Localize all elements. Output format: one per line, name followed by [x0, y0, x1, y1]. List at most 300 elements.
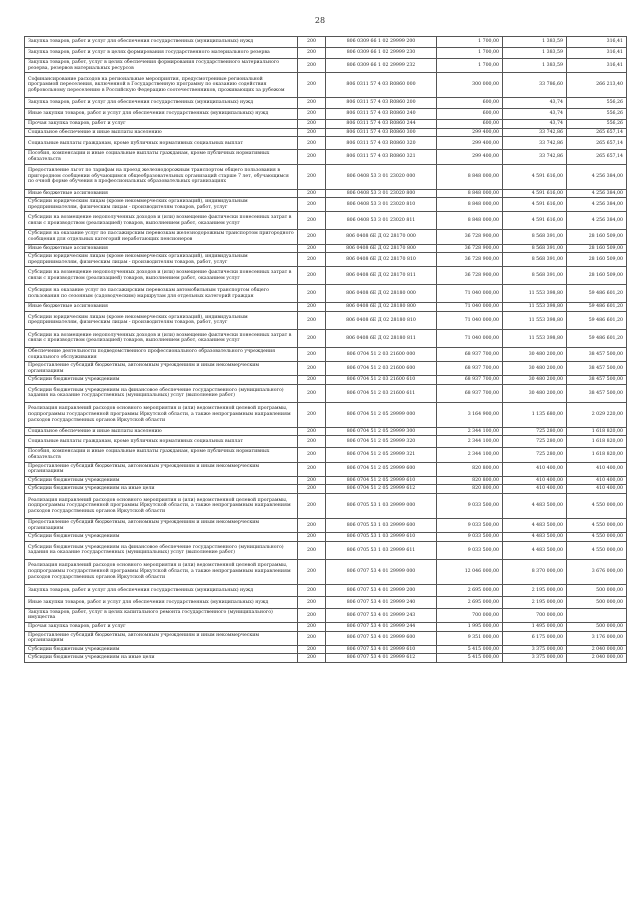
row-name-cell: Обеспечение деятельности подведомственного профессионального образовательного учреждения социального обслуживания: [25, 347, 298, 361]
row-executed-amount-cell: 8 568 391,00: [503, 230, 567, 244]
table-row: [25, 608, 627, 622]
row-name-cell: Субсидии бюджетным учреждениям на иные цели: [25, 485, 298, 494]
row-unexecuted-amount-cell: 1 618 820,00: [567, 427, 627, 436]
row-classification-code-cell: 806 0408 6Е Д 02 28170 810: [326, 253, 437, 267]
row-planned-amount-cell: 36 728 900,00: [437, 267, 503, 285]
row-grbs-cell: 200: [298, 267, 326, 285]
row-planned-amount-cell: 2 344 100,00: [437, 427, 503, 436]
row-classification-code-cell: 806 0408 6Е Д 02 28170 800: [326, 244, 437, 253]
row-grbs-cell: 200: [298, 137, 326, 150]
row-executed-amount-cell: 410 400,00: [503, 462, 567, 476]
table-row: [25, 137, 627, 150]
row-planned-amount-cell: 36 728 900,00: [437, 244, 503, 253]
row-unexecuted-amount-cell: 556,26: [567, 98, 627, 109]
row-unexecuted-amount-cell: 410 400,00: [567, 462, 627, 476]
table-row: [25, 98, 627, 109]
row-name-cell: Субсидии бюджетным учреждениям на финансовое обеспечение государственного (муниципального) задания на оказание государственных (муниципальных) услуг (выполнение работ): [25, 384, 298, 402]
row-name-cell: Социальное обеспечение и иные выплаты населению: [25, 128, 298, 137]
row-executed-amount-cell: 4 591 616,00: [503, 212, 567, 230]
row-unexecuted-amount-cell: 4 550 000,00: [567, 541, 627, 559]
row-executed-amount-cell: 43,74: [503, 109, 567, 120]
row-planned-amount-cell: 9 351 000,00: [437, 631, 503, 645]
budget-execution-table: [24, 36, 627, 663]
table-row: [25, 347, 627, 361]
row-unexecuted-amount-cell: 500 000,00: [567, 584, 627, 596]
row-unexecuted-amount-cell: [567, 608, 627, 622]
row-classification-code-cell: 806 0408 6Е Д 02 28170 000: [326, 230, 437, 244]
row-name-cell: Софинансирование расходов на региональные мероприятия, предусмотренные региональной программой переселения, включенной в Государственную программу по оказанию содействия добровольному переселению в Российскую Федерацию соотечественников, проживающих за рубежом: [25, 73, 298, 98]
row-executed-amount-cell: 700 000,00: [503, 608, 567, 622]
row-planned-amount-cell: 36 728 900,00: [437, 230, 503, 244]
row-unexecuted-amount-cell: 59 486 601,20: [567, 329, 627, 347]
row-name-cell: Реализация направлений расходов основного мероприятия и (или) ведомственной целевой программы, подпрограммы государственной программы Иркутской области, а также непрограммным направлениям расходов государственных органов Иркутской области: [25, 494, 298, 519]
table-row: [25, 73, 627, 98]
row-unexecuted-amount-cell: 38 457 500,00: [567, 347, 627, 361]
table-row: [25, 362, 627, 376]
row-classification-code-cell: 806 0705 53 1 03 29999 610: [326, 533, 437, 542]
table-row: [25, 37, 627, 48]
table-row: [25, 164, 627, 189]
row-unexecuted-amount-cell: 265 657,14: [567, 128, 627, 137]
row-grbs-cell: 200: [298, 436, 326, 448]
table-row: [25, 267, 627, 285]
row-grbs-cell: 200: [298, 448, 326, 462]
row-grbs-cell: 200: [298, 48, 326, 59]
row-grbs-cell: 200: [298, 253, 326, 267]
row-planned-amount-cell: 2 344 100,00: [437, 448, 503, 462]
row-classification-code-cell: 806 0704 51 2 03 21600 611: [326, 384, 437, 402]
row-name-cell: Субсидии на возмещение недополученных доходов и (или) возмещение фактически понесенных затрат в связи с производством (реализацией) товаров, выполнением работ, оказанием услуг: [25, 329, 298, 347]
row-classification-code-cell: 806 0311 57 4 03 R0860 200: [326, 98, 437, 109]
row-planned-amount-cell: 3 164 900,00: [437, 402, 503, 427]
row-name-cell: Субсидии бюджетным учреждениям на финансовое обеспечение государственного (муниципального) задания на оказание государственных (муниципальных) услуг (выполнение работ): [25, 541, 298, 559]
row-name-cell: Закупка товаров, работ, услуг в целях обеспечения формирования государственного материального резерва, резервов материальных ресурсов: [25, 59, 298, 73]
table-row: [25, 427, 627, 436]
row-executed-amount-cell: 1 383,59: [503, 37, 567, 48]
row-executed-amount-cell: 410 400,00: [503, 485, 567, 494]
row-classification-code-cell: 806 0408 53 3 01 23020 000: [326, 164, 437, 189]
table-row: [25, 654, 627, 663]
row-planned-amount-cell: 12 046 000,00: [437, 559, 503, 584]
row-grbs-cell: 200: [298, 150, 326, 164]
row-classification-code-cell: 806 0408 6Е Д 02 28180 800: [326, 303, 437, 312]
table-row: [25, 476, 627, 485]
row-planned-amount-cell: 600,00: [437, 98, 503, 109]
row-classification-code-cell: 806 0704 51 2 03 21600 000: [326, 347, 437, 361]
row-classification-code-cell: 806 0704 51 2 05 29999 000: [326, 402, 437, 427]
row-name-cell: Субсидии бюджетным учреждениям на иные цели: [25, 654, 298, 663]
row-classification-code-cell: 806 0311 57 4 03 R0860 320: [326, 137, 437, 150]
row-grbs-cell: 200: [298, 189, 326, 198]
row-executed-amount-cell: 11 553 398,80: [503, 285, 567, 303]
row-unexecuted-amount-cell: 4 256 384,00: [567, 198, 627, 212]
row-grbs-cell: 200: [298, 303, 326, 312]
row-unexecuted-amount-cell: 265 657,14: [567, 137, 627, 150]
row-name-cell: Социальное обеспечение и иные выплаты населению: [25, 427, 298, 436]
table-row: [25, 448, 627, 462]
row-executed-amount-cell: 3 375 000,00: [503, 645, 567, 654]
row-planned-amount-cell: 68 937 700,00: [437, 376, 503, 385]
table-row: [25, 311, 627, 329]
row-executed-amount-cell: 4 483 500,00: [503, 533, 567, 542]
row-classification-code-cell: 806 0704 51 2 05 29999 600: [326, 462, 437, 476]
row-unexecuted-amount-cell: 556,26: [567, 109, 627, 120]
table-row: [25, 402, 627, 427]
row-executed-amount-cell: 30 480 200,00: [503, 362, 567, 376]
table-row: [25, 150, 627, 164]
row-unexecuted-amount-cell: 1 618 820,00: [567, 436, 627, 448]
row-name-cell: Реализация направлений расходов основного мероприятия и (или) ведомственной целевой программы, подпрограммы государственной программы Иркутской области, а также непрограммным направлениям расходов государственных органов Иркутской области: [25, 559, 298, 584]
table-row: [25, 596, 627, 608]
row-name-cell: Предоставление субсидий бюджетным, автономным учреждениям и иным некоммерческим организациям: [25, 462, 298, 476]
row-planned-amount-cell: 8 848 000,00: [437, 198, 503, 212]
table-row: [25, 48, 627, 59]
table-row: [25, 329, 627, 347]
row-grbs-cell: 200: [298, 533, 326, 542]
row-executed-amount-cell: 30 480 200,00: [503, 384, 567, 402]
row-planned-amount-cell: 9 033 500,00: [437, 494, 503, 519]
row-executed-amount-cell: 8 568 391,00: [503, 253, 567, 267]
row-name-cell: Предоставление льгот по тарифам на проезд железнодорожным транспортом общего пользования в пригородном сообщении обучающимся общеобразовательных организаций старше 7 лет, обучающимся по очной форме обучения в профессиональных образовательных организациях: [25, 164, 298, 189]
row-executed-amount-cell: 4 591 616,00: [503, 198, 567, 212]
row-unexecuted-amount-cell: 3 676 000,00: [567, 559, 627, 584]
row-classification-code-cell: 806 0408 6Е Д 02 28170 811: [326, 267, 437, 285]
row-unexecuted-amount-cell: 316,41: [567, 48, 627, 59]
row-executed-amount-cell: 11 553 398,80: [503, 311, 567, 329]
row-classification-code-cell: 806 0704 51 2 05 29999 320: [326, 436, 437, 448]
row-grbs-cell: 200: [298, 608, 326, 622]
row-planned-amount-cell: 1 700,00: [437, 37, 503, 48]
row-planned-amount-cell: 5 415 000,00: [437, 654, 503, 663]
row-grbs-cell: 200: [298, 485, 326, 494]
row-grbs-cell: 200: [298, 164, 326, 189]
row-classification-code-cell: 806 0704 51 2 05 29999 610: [326, 476, 437, 485]
table-row: [25, 244, 627, 253]
row-unexecuted-amount-cell: 38 457 500,00: [567, 376, 627, 385]
row-grbs-cell: 200: [298, 329, 326, 347]
row-executed-amount-cell: 3 375 000,00: [503, 654, 567, 663]
row-grbs-cell: 200: [298, 37, 326, 48]
row-name-cell: Закупка товаров, работ, услуг в целях капитального ремонта государственного (муниципального) имущества: [25, 608, 298, 622]
row-planned-amount-cell: 9 033 500,00: [437, 541, 503, 559]
row-name-cell: Субсидии на возмещение недополученных доходов и (или) возмещение фактически понесенных затрат в связи с производством (реализацией) товаров, выполнением работ, оказанием услуг: [25, 212, 298, 230]
row-classification-code-cell: 806 0311 57 4 03 R0860 300: [326, 128, 437, 137]
table-row: [25, 485, 627, 494]
row-grbs-cell: 200: [298, 623, 326, 632]
table-row: [25, 376, 627, 385]
row-name-cell: Социальные выплаты гражданам, кроме публичных нормативных социальных выплат: [25, 137, 298, 150]
row-grbs-cell: 200: [298, 631, 326, 645]
row-grbs-cell: 200: [298, 476, 326, 485]
row-unexecuted-amount-cell: 316,41: [567, 59, 627, 73]
row-name-cell: Пособия, компенсации и иные социальные выплаты гражданам, кроме публичных нормативных обязательств: [25, 150, 298, 164]
table-row: [25, 128, 627, 137]
row-planned-amount-cell: 820 800,00: [437, 462, 503, 476]
row-classification-code-cell: 806 0704 51 2 03 21600 610: [326, 376, 437, 385]
row-unexecuted-amount-cell: 4 550 000,00: [567, 494, 627, 519]
row-planned-amount-cell: 700 000,00: [437, 608, 503, 622]
row-unexecuted-amount-cell: 500 000,00: [567, 596, 627, 608]
row-classification-code-cell: 806 0704 51 2 05 29999 612: [326, 485, 437, 494]
row-name-cell: Прочая закупка товаров, работ и услуг: [25, 623, 298, 632]
row-classification-code-cell: 806 0309 66 1 02 29999 200: [326, 37, 437, 48]
row-executed-amount-cell: 1 495 000,00: [503, 623, 567, 632]
row-executed-amount-cell: 4 483 500,00: [503, 494, 567, 519]
row-grbs-cell: 200: [298, 427, 326, 436]
row-executed-amount-cell: 8 568 391,00: [503, 267, 567, 285]
row-planned-amount-cell: 68 937 700,00: [437, 384, 503, 402]
row-grbs-cell: 200: [298, 654, 326, 663]
row-unexecuted-amount-cell: 4 550 000,00: [567, 533, 627, 542]
row-planned-amount-cell: 299 400,00: [437, 128, 503, 137]
table-row: [25, 120, 627, 129]
row-name-cell: Иные бюджетные ассигнования: [25, 244, 298, 253]
row-grbs-cell: 200: [298, 198, 326, 212]
row-executed-amount-cell: 11 553 398,80: [503, 303, 567, 312]
row-planned-amount-cell: 1 700,00: [437, 59, 503, 73]
row-unexecuted-amount-cell: 316,41: [567, 37, 627, 48]
table-row: [25, 198, 627, 212]
row-name-cell: Иные закупки товаров, работ и услуг для обеспечения государственных (муниципальных) нужд: [25, 596, 298, 608]
row-planned-amount-cell: 820 800,00: [437, 485, 503, 494]
row-executed-amount-cell: 1 383,59: [503, 48, 567, 59]
table-row: [25, 212, 627, 230]
row-planned-amount-cell: 2 695 000,00: [437, 596, 503, 608]
table-row: [25, 541, 627, 559]
row-grbs-cell: 200: [298, 384, 326, 402]
row-grbs-cell: 200: [298, 128, 326, 137]
row-grbs-cell: 200: [298, 559, 326, 584]
page-number: 28: [314, 16, 326, 25]
row-name-cell: Закупка товаров, работ и услуг для обеспечения государственных (муниципальных) нужд: [25, 98, 298, 109]
row-classification-code-cell: 806 0707 53 4 01 29999 243: [326, 608, 437, 622]
row-grbs-cell: 200: [298, 73, 326, 98]
row-classification-code-cell: 806 0311 57 4 03 R0860 244: [326, 120, 437, 129]
row-grbs-cell: 200: [298, 347, 326, 361]
row-planned-amount-cell: 9 033 500,00: [437, 533, 503, 542]
row-classification-code-cell: 806 0707 53 4 01 29999 200: [326, 584, 437, 596]
row-name-cell: Субсидии юридическим лицам (кроме некоммерческих организаций), индивидуальным предпринимателям, физическим лицам - производителям товаров, работ, услуг: [25, 311, 298, 329]
table-body: [25, 37, 627, 663]
row-unexecuted-amount-cell: 4 256 384,00: [567, 189, 627, 198]
row-name-cell: Пособия, компенсации и иные социальные выплаты гражданам, кроме публичных нормативных обязательств: [25, 448, 298, 462]
row-name-cell: Закупка товаров, работ и услуг в целях формирования государственного материального резерва: [25, 48, 298, 59]
row-executed-amount-cell: 4 591 616,00: [503, 164, 567, 189]
row-classification-code-cell: 806 0704 51 2 05 29999 321: [326, 448, 437, 462]
row-grbs-cell: 200: [298, 584, 326, 596]
row-executed-amount-cell: 4 483 500,00: [503, 541, 567, 559]
row-classification-code-cell: 806 0408 6Е Д 02 28180 811: [326, 329, 437, 347]
row-name-cell: Иные бюджетные ассигнования: [25, 303, 298, 312]
row-name-cell: Закупка товаров, работ и услуг для обеспечения государственных (муниципальных) нужд: [25, 37, 298, 48]
row-name-cell: Предоставление субсидий бюджетным, автономным учреждениям и иным некоммерческим организациям: [25, 519, 298, 533]
row-name-cell: Субсидии бюджетным учреждениям: [25, 476, 298, 485]
row-executed-amount-cell: 410 400,00: [503, 476, 567, 485]
row-name-cell: Субсидии бюджетным учреждениям: [25, 645, 298, 654]
row-classification-code-cell: 806 0704 51 2 05 29999 300: [326, 427, 437, 436]
row-planned-amount-cell: 1 995 000,00: [437, 623, 503, 632]
row-planned-amount-cell: 820 800,00: [437, 476, 503, 485]
table-row: [25, 436, 627, 448]
row-planned-amount-cell: 71 040 000,00: [437, 285, 503, 303]
row-classification-code-cell: 806 0311 57 4 03 R0860 321: [326, 150, 437, 164]
row-name-cell: Субсидия на оказание услуг по пассажирским перевозкам автомобильным транспортом общего пользования по сезонным (садоводческим) маршрутам для отдельных категорий граждан: [25, 285, 298, 303]
row-planned-amount-cell: 8 848 000,00: [437, 164, 503, 189]
row-grbs-cell: 200: [298, 59, 326, 73]
row-planned-amount-cell: 300 000,00: [437, 73, 503, 98]
row-executed-amount-cell: 33 742,86: [503, 137, 567, 150]
row-name-cell: Предоставление субсидий бюджетным, автономным учреждениям и иным некоммерческим организациям: [25, 362, 298, 376]
row-classification-code-cell: 806 0707 53 4 01 29999 610: [326, 645, 437, 654]
row-classification-code-cell: 806 0705 53 1 03 29999 000: [326, 494, 437, 519]
table-row: [25, 631, 627, 645]
table-row: [25, 253, 627, 267]
table-row: [25, 645, 627, 654]
row-planned-amount-cell: 299 400,00: [437, 137, 503, 150]
row-grbs-cell: 200: [298, 494, 326, 519]
row-unexecuted-amount-cell: 59 486 601,20: [567, 285, 627, 303]
row-unexecuted-amount-cell: 1 618 820,00: [567, 448, 627, 462]
row-classification-code-cell: 806 0408 53 3 01 23020 810: [326, 198, 437, 212]
table-row: [25, 109, 627, 120]
row-name-cell: Субсидии юридическим лицам (кроме некоммерческих организаций), индивидуальным предпринимателям, физическим лицам - производителям товаров, работ, услуг: [25, 253, 298, 267]
row-executed-amount-cell: 8 568 391,00: [503, 244, 567, 253]
row-unexecuted-amount-cell: 4 256 384,00: [567, 212, 627, 230]
row-classification-code-cell: 806 0311 57 4 03 R0860 240: [326, 109, 437, 120]
row-executed-amount-cell: 11 553 398,80: [503, 329, 567, 347]
row-grbs-cell: 200: [298, 98, 326, 109]
row-unexecuted-amount-cell: 2 040 000,00: [567, 654, 627, 663]
row-classification-code-cell: 806 0707 53 4 01 29999 600: [326, 631, 437, 645]
row-name-cell: Субсидии бюджетным учреждениям: [25, 376, 298, 385]
row-planned-amount-cell: 2 344 100,00: [437, 436, 503, 448]
row-planned-amount-cell: 8 848 000,00: [437, 189, 503, 198]
row-executed-amount-cell: 725 280,00: [503, 427, 567, 436]
table-row: [25, 559, 627, 584]
row-executed-amount-cell: 4 483 500,00: [503, 519, 567, 533]
row-unexecuted-amount-cell: 4 550 000,00: [567, 519, 627, 533]
row-grbs-cell: 200: [298, 645, 326, 654]
row-executed-amount-cell: 33 742,86: [503, 128, 567, 137]
row-classification-code-cell: 806 0707 53 4 01 29999 244: [326, 623, 437, 632]
row-classification-code-cell: 806 0408 53 3 01 23020 800: [326, 189, 437, 198]
row-planned-amount-cell: 68 937 700,00: [437, 362, 503, 376]
row-unexecuted-amount-cell: 410 400,00: [567, 485, 627, 494]
table-row: [25, 584, 627, 596]
row-grbs-cell: 200: [298, 462, 326, 476]
row-executed-amount-cell: 725 280,00: [503, 448, 567, 462]
row-unexecuted-amount-cell: 2 040 000,00: [567, 645, 627, 654]
row-classification-code-cell: 806 0707 53 4 01 29999 612: [326, 654, 437, 663]
row-grbs-cell: 200: [298, 230, 326, 244]
table-row: [25, 494, 627, 519]
table-row: [25, 384, 627, 402]
row-planned-amount-cell: 600,00: [437, 109, 503, 120]
row-planned-amount-cell: 9 033 500,00: [437, 519, 503, 533]
row-unexecuted-amount-cell: 2 029 220,00: [567, 402, 627, 427]
row-grbs-cell: 200: [298, 244, 326, 253]
row-classification-code-cell: 806 0408 6Е Д 02 28180 810: [326, 311, 437, 329]
row-executed-amount-cell: 30 480 200,00: [503, 347, 567, 361]
row-executed-amount-cell: 4 591 616,00: [503, 189, 567, 198]
row-executed-amount-cell: 1 383,59: [503, 59, 567, 73]
row-grbs-cell: 200: [298, 311, 326, 329]
row-classification-code-cell: 806 0705 53 1 03 29999 611: [326, 541, 437, 559]
row-unexecuted-amount-cell: 38 457 500,00: [567, 362, 627, 376]
row-grbs-cell: 200: [298, 402, 326, 427]
row-planned-amount-cell: 2 695 000,00: [437, 584, 503, 596]
row-name-cell: Субсидия на оказание услуг по пассажирским перевозкам железнодорожным транспортом пригородного сообщения для отдельных категорий неработающих пенсионеров: [25, 230, 298, 244]
row-planned-amount-cell: 71 040 000,00: [437, 311, 503, 329]
table-row: [25, 519, 627, 533]
row-name-cell: Реализация направлений расходов основного мероприятия и (или) ведомственной целевой программы, подпрограммы государственной программы Иркутской области, а также непрограммным направлениям расходов государственных органов Иркутской области: [25, 402, 298, 427]
row-unexecuted-amount-cell: 500 000,00: [567, 623, 627, 632]
row-grbs-cell: 200: [298, 120, 326, 129]
row-name-cell: Субсидии бюджетным учреждениям: [25, 533, 298, 542]
row-grbs-cell: 200: [298, 109, 326, 120]
row-name-cell: Закупка товаров, работ и услуг для обеспечения государственных (муниципальных) нужд: [25, 584, 298, 596]
row-executed-amount-cell: 8 370 000,00: [503, 559, 567, 584]
row-classification-code-cell: 806 0707 53 4 01 29999 000: [326, 559, 437, 584]
row-classification-code-cell: 806 0705 53 1 03 29999 600: [326, 519, 437, 533]
row-name-cell: Иные бюджетные ассигнования: [25, 189, 298, 198]
row-grbs-cell: 200: [298, 212, 326, 230]
row-unexecuted-amount-cell: 38 457 500,00: [567, 384, 627, 402]
row-grbs-cell: 200: [298, 285, 326, 303]
row-executed-amount-cell: 43,74: [503, 120, 567, 129]
table-row: [25, 533, 627, 542]
row-planned-amount-cell: 36 728 900,00: [437, 253, 503, 267]
row-classification-code-cell: 806 0707 53 4 01 29999 240: [326, 596, 437, 608]
row-name-cell: Субсидии юридическим лицам (кроме некоммерческих организаций), индивидуальным предпринимателям, физическим лицам - производителям товаров, работ, услуг: [25, 198, 298, 212]
row-unexecuted-amount-cell: 28 160 509,00: [567, 230, 627, 244]
row-name-cell: Предоставление субсидий бюджетным, автономным учреждениям и иным некоммерческим организациям: [25, 631, 298, 645]
table-row: [25, 59, 627, 73]
row-grbs-cell: 200: [298, 376, 326, 385]
row-classification-code-cell: 806 0408 6Е Д 02 28180 000: [326, 285, 437, 303]
table-row: [25, 623, 627, 632]
row-classification-code-cell: 806 0309 66 1 02 29999 230: [326, 48, 437, 59]
row-classification-code-cell: 806 0311 57 4 03 R0860 000: [326, 73, 437, 98]
row-unexecuted-amount-cell: 3 176 000,00: [567, 631, 627, 645]
row-grbs-cell: 200: [298, 541, 326, 559]
row-unexecuted-amount-cell: 4 256 384,00: [567, 164, 627, 189]
row-classification-code-cell: 806 0309 66 1 02 29999 232: [326, 59, 437, 73]
table-row: [25, 462, 627, 476]
row-planned-amount-cell: 5 415 000,00: [437, 645, 503, 654]
row-unexecuted-amount-cell: 59 486 601,20: [567, 311, 627, 329]
row-executed-amount-cell: 33 742,86: [503, 150, 567, 164]
table-row: [25, 230, 627, 244]
row-executed-amount-cell: 2 195 000,00: [503, 584, 567, 596]
row-name-cell: Прочая закупка товаров, работ и услуг: [25, 120, 298, 129]
row-executed-amount-cell: 6 175 000,00: [503, 631, 567, 645]
row-unexecuted-amount-cell: 28 160 509,00: [567, 253, 627, 267]
row-executed-amount-cell: 725 280,00: [503, 436, 567, 448]
row-grbs-cell: 200: [298, 362, 326, 376]
row-planned-amount-cell: 1 700,00: [437, 48, 503, 59]
row-executed-amount-cell: 43,74: [503, 98, 567, 109]
row-name-cell: Субсидии на возмещение недополученных доходов и (или) возмещение фактически понесенных затрат в связи с производством (реализацией) товаров, выполнением работ, оказанием услуг: [25, 267, 298, 285]
row-executed-amount-cell: 1 135 680,00: [503, 402, 567, 427]
row-executed-amount-cell: 2 195 000,00: [503, 596, 567, 608]
row-planned-amount-cell: 71 040 000,00: [437, 329, 503, 347]
table-row: [25, 303, 627, 312]
row-name-cell: Иные закупки товаров, работ и услуг для обеспечения государственных (муниципальных) нужд: [25, 109, 298, 120]
row-planned-amount-cell: 8 848 000,00: [437, 212, 503, 230]
row-planned-amount-cell: 600,00: [437, 120, 503, 129]
table-row: [25, 285, 627, 303]
